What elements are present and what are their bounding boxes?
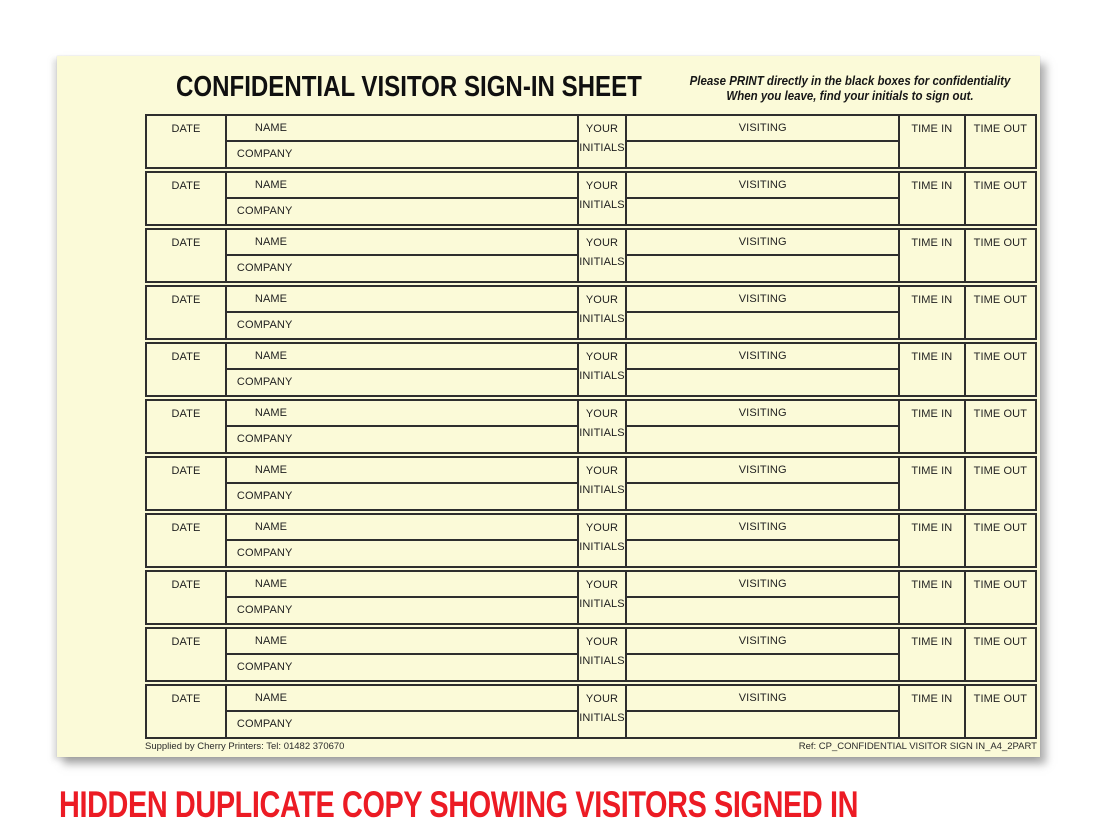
supplier-note: Supplied by Cherry Printers: Tel: 01482 370670 — [145, 741, 345, 752]
date-cell — [147, 515, 227, 566]
name-label: NAME — [254, 577, 288, 590]
time-out-cell — [966, 230, 1035, 281]
company-field — [227, 655, 577, 681]
time-in-cell — [900, 173, 966, 224]
initials-label: YOUR INITIALS — [579, 180, 625, 212]
company-label: COMPANY — [236, 376, 293, 389]
reference-note: Ref: CP_CONFIDENTIAL VISITOR SIGN IN_A4_2PART — [798, 741, 1037, 752]
sign-in-row — [145, 456, 1037, 511]
name-company-cell — [227, 344, 579, 395]
initials-label: YOUR INITIALS — [579, 522, 625, 554]
date-cell — [147, 401, 227, 452]
time-out-cell — [966, 344, 1035, 395]
time-in-cell — [900, 116, 966, 167]
time-out-label: TIME OUT — [973, 408, 1028, 420]
sign-in-row — [145, 684, 1037, 739]
time-in-label: TIME IN — [911, 636, 953, 648]
time-out-cell — [966, 287, 1035, 338]
visiting-cell — [627, 401, 900, 452]
initials-label: YOUR INITIALS — [579, 579, 625, 611]
name-field — [227, 515, 577, 541]
name-label: NAME — [254, 691, 288, 704]
visiting-field — [627, 173, 898, 199]
date-cell — [147, 686, 227, 737]
sheet-title: CONFIDENTIAL VISITOR SIGN-IN SHEET — [176, 71, 642, 103]
time-in-cell — [900, 515, 966, 566]
initials-label: YOUR INITIALS — [579, 636, 625, 668]
time-in-label: TIME IN — [911, 294, 953, 306]
visiting-cell — [627, 515, 900, 566]
company-label: COMPANY — [236, 604, 293, 617]
company-label: COMPANY — [236, 205, 293, 218]
sheet-footer — [145, 741, 1037, 752]
company-field — [227, 256, 577, 282]
company-label: COMPANY — [236, 262, 293, 275]
time-in-cell — [900, 230, 966, 281]
date-cell — [147, 116, 227, 167]
time-in-label: TIME IN — [911, 465, 953, 477]
time-out-label: TIME OUT — [973, 636, 1028, 648]
company-label: COMPANY — [236, 148, 293, 161]
date-label: DATE — [171, 636, 201, 648]
time-in-cell — [900, 629, 966, 680]
date-label: DATE — [171, 351, 201, 363]
visiting-field — [627, 686, 898, 712]
visiting-write-area — [627, 598, 898, 624]
visiting-write-area — [627, 541, 898, 567]
visiting-write-area — [627, 142, 898, 168]
visiting-field — [627, 458, 898, 484]
time-out-label: TIME OUT — [973, 579, 1028, 591]
visiting-cell — [627, 173, 900, 224]
initials-cell — [579, 173, 628, 224]
name-field — [227, 458, 577, 484]
initials-cell — [579, 287, 628, 338]
sign-in-row — [145, 570, 1037, 625]
time-out-cell — [966, 686, 1035, 737]
time-out-label: TIME OUT — [973, 465, 1028, 477]
time-out-label: TIME OUT — [973, 123, 1028, 135]
name-company-cell — [227, 629, 579, 680]
company-label: COMPANY — [236, 319, 293, 332]
name-field — [227, 686, 577, 712]
name-company-cell — [227, 515, 579, 566]
visiting-cell — [627, 572, 900, 623]
visiting-field — [627, 515, 898, 541]
visiting-label: VISITING — [738, 178, 787, 191]
date-label: DATE — [171, 180, 201, 192]
visiting-write-area — [627, 712, 898, 738]
date-label: DATE — [171, 237, 201, 249]
time-out-cell — [966, 116, 1035, 167]
name-company-cell — [227, 173, 579, 224]
time-out-label: TIME OUT — [973, 351, 1028, 363]
time-out-cell — [966, 458, 1035, 509]
company-field — [227, 370, 577, 396]
date-label: DATE — [171, 465, 201, 477]
visiting-cell — [627, 686, 900, 737]
visiting-write-area — [627, 370, 898, 396]
initials-cell — [579, 230, 628, 281]
time-out-label: TIME OUT — [973, 522, 1028, 534]
visiting-label: VISITING — [738, 634, 787, 647]
company-field — [227, 712, 577, 738]
visiting-label: VISITING — [738, 463, 787, 476]
time-in-cell — [900, 344, 966, 395]
initials-label: YOUR INITIALS — [579, 693, 625, 725]
time-in-cell — [900, 401, 966, 452]
visiting-label: VISITING — [738, 121, 787, 134]
name-field — [227, 173, 577, 199]
initials-cell — [579, 344, 628, 395]
time-out-label: TIME OUT — [973, 180, 1028, 192]
name-field — [227, 344, 577, 370]
date-label: DATE — [171, 408, 201, 420]
time-in-cell — [900, 572, 966, 623]
visiting-label: VISITING — [738, 577, 787, 590]
visiting-label: VISITING — [738, 235, 787, 248]
sign-in-row — [145, 513, 1037, 568]
date-cell — [147, 458, 227, 509]
name-company-cell — [227, 287, 579, 338]
initials-cell — [579, 629, 628, 680]
hidden-copy-banner: HIDDEN DUPLICATE COPY SHOWING VISITORS SIGNED IN — [59, 784, 859, 825]
time-out-label: TIME OUT — [973, 693, 1028, 705]
time-in-label: TIME IN — [911, 351, 953, 363]
name-field — [227, 401, 577, 427]
time-in-label: TIME IN — [911, 123, 953, 135]
name-field — [227, 230, 577, 256]
name-label: NAME — [254, 292, 288, 305]
name-label: NAME — [254, 520, 288, 533]
name-field — [227, 629, 577, 655]
company-field — [227, 484, 577, 510]
time-in-label: TIME IN — [911, 693, 953, 705]
time-in-label: TIME IN — [911, 237, 953, 249]
company-label: COMPANY — [236, 490, 293, 503]
name-field — [227, 287, 577, 313]
date-cell — [147, 344, 227, 395]
name-company-cell — [227, 401, 579, 452]
date-label: DATE — [171, 522, 201, 534]
company-field — [227, 199, 577, 225]
company-field — [227, 427, 577, 453]
name-company-cell — [227, 458, 579, 509]
initials-label: YOUR INITIALS — [579, 465, 625, 497]
sign-in-row — [145, 285, 1037, 340]
name-field — [227, 572, 577, 598]
date-label: DATE — [171, 123, 201, 135]
print-instructions — [679, 74, 1021, 105]
visiting-field — [627, 230, 898, 256]
initials-cell — [579, 116, 628, 167]
name-label: NAME — [254, 178, 288, 191]
visiting-field — [627, 629, 898, 655]
visiting-cell — [627, 116, 900, 167]
date-cell — [147, 572, 227, 623]
company-field — [227, 541, 577, 567]
visiting-write-area — [627, 199, 898, 225]
visiting-label: VISITING — [738, 406, 787, 419]
date-cell — [147, 629, 227, 680]
visiting-label: VISITING — [738, 292, 787, 305]
visiting-field — [627, 116, 898, 142]
visiting-label: VISITING — [738, 691, 787, 704]
sign-in-row — [145, 114, 1037, 169]
time-in-label: TIME IN — [911, 579, 953, 591]
sign-in-row — [145, 342, 1037, 397]
sheet — [57, 56, 1040, 757]
time-out-cell — [966, 173, 1035, 224]
name-company-cell — [227, 116, 579, 167]
date-label: DATE — [171, 579, 201, 591]
time-in-cell — [900, 458, 966, 509]
initials-cell — [579, 572, 628, 623]
initials-cell — [579, 686, 628, 737]
time-out-cell — [966, 572, 1035, 623]
company-field — [227, 313, 577, 339]
date-label: DATE — [171, 693, 201, 705]
time-in-cell — [900, 686, 966, 737]
company-label: COMPANY — [236, 718, 293, 731]
company-label: COMPANY — [236, 547, 293, 560]
time-in-label: TIME IN — [911, 408, 953, 420]
visiting-field — [627, 401, 898, 427]
sign-in-row — [145, 171, 1037, 226]
initials-label: YOUR INITIALS — [579, 294, 625, 326]
initials-cell — [579, 401, 628, 452]
sign-in-row — [145, 627, 1037, 682]
visiting-write-area — [627, 655, 898, 681]
name-label: NAME — [254, 121, 288, 134]
name-field — [227, 116, 577, 142]
initials-label: YOUR INITIALS — [579, 237, 625, 269]
visiting-cell — [627, 629, 900, 680]
time-in-label: TIME IN — [911, 180, 953, 192]
sign-in-row — [145, 399, 1037, 454]
visiting-cell — [627, 344, 900, 395]
visiting-write-area — [627, 484, 898, 510]
time-out-label: TIME OUT — [973, 294, 1028, 306]
visiting-label: VISITING — [738, 349, 787, 362]
initials-label: YOUR INITIALS — [579, 123, 625, 155]
visiting-write-area — [627, 256, 898, 282]
time-out-cell — [966, 629, 1035, 680]
visiting-cell — [627, 458, 900, 509]
visiting-label: VISITING — [738, 520, 787, 533]
time-out-cell — [966, 515, 1035, 566]
visiting-field — [627, 344, 898, 370]
date-label: DATE — [171, 294, 201, 306]
company-label: COMPANY — [236, 433, 293, 446]
time-in-label: TIME IN — [911, 522, 953, 534]
company-field — [227, 598, 577, 624]
initials-cell — [579, 515, 628, 566]
name-label: NAME — [254, 634, 288, 647]
company-label: COMPANY — [236, 661, 293, 674]
company-field — [227, 142, 577, 168]
name-label: NAME — [254, 463, 288, 476]
initials-label: YOUR INITIALS — [579, 351, 625, 383]
name-label: NAME — [254, 406, 288, 419]
rows — [145, 114, 1037, 741]
visiting-write-area — [627, 427, 898, 453]
time-out-label: TIME OUT — [973, 237, 1028, 249]
initials-label: YOUR INITIALS — [579, 408, 625, 440]
time-out-cell — [966, 401, 1035, 452]
visiting-cell — [627, 230, 900, 281]
time-in-cell — [900, 287, 966, 338]
name-company-cell — [227, 572, 579, 623]
visiting-field — [627, 572, 898, 598]
visiting-field — [627, 287, 898, 313]
sign-in-row — [145, 228, 1037, 283]
name-company-cell — [227, 686, 579, 737]
print-instructions-line2: When you leave, find your initials to sign out. — [726, 89, 974, 104]
print-instructions-line1: Please PRINT directly in the black boxes for confidentiality — [689, 74, 1011, 88]
visiting-cell — [627, 287, 900, 338]
name-company-cell — [227, 230, 579, 281]
name-label: NAME — [254, 349, 288, 362]
date-cell — [147, 173, 227, 224]
date-cell — [147, 287, 227, 338]
visiting-write-area — [627, 313, 898, 339]
date-cell — [147, 230, 227, 281]
initials-cell — [579, 458, 628, 509]
name-label: NAME — [254, 235, 288, 248]
